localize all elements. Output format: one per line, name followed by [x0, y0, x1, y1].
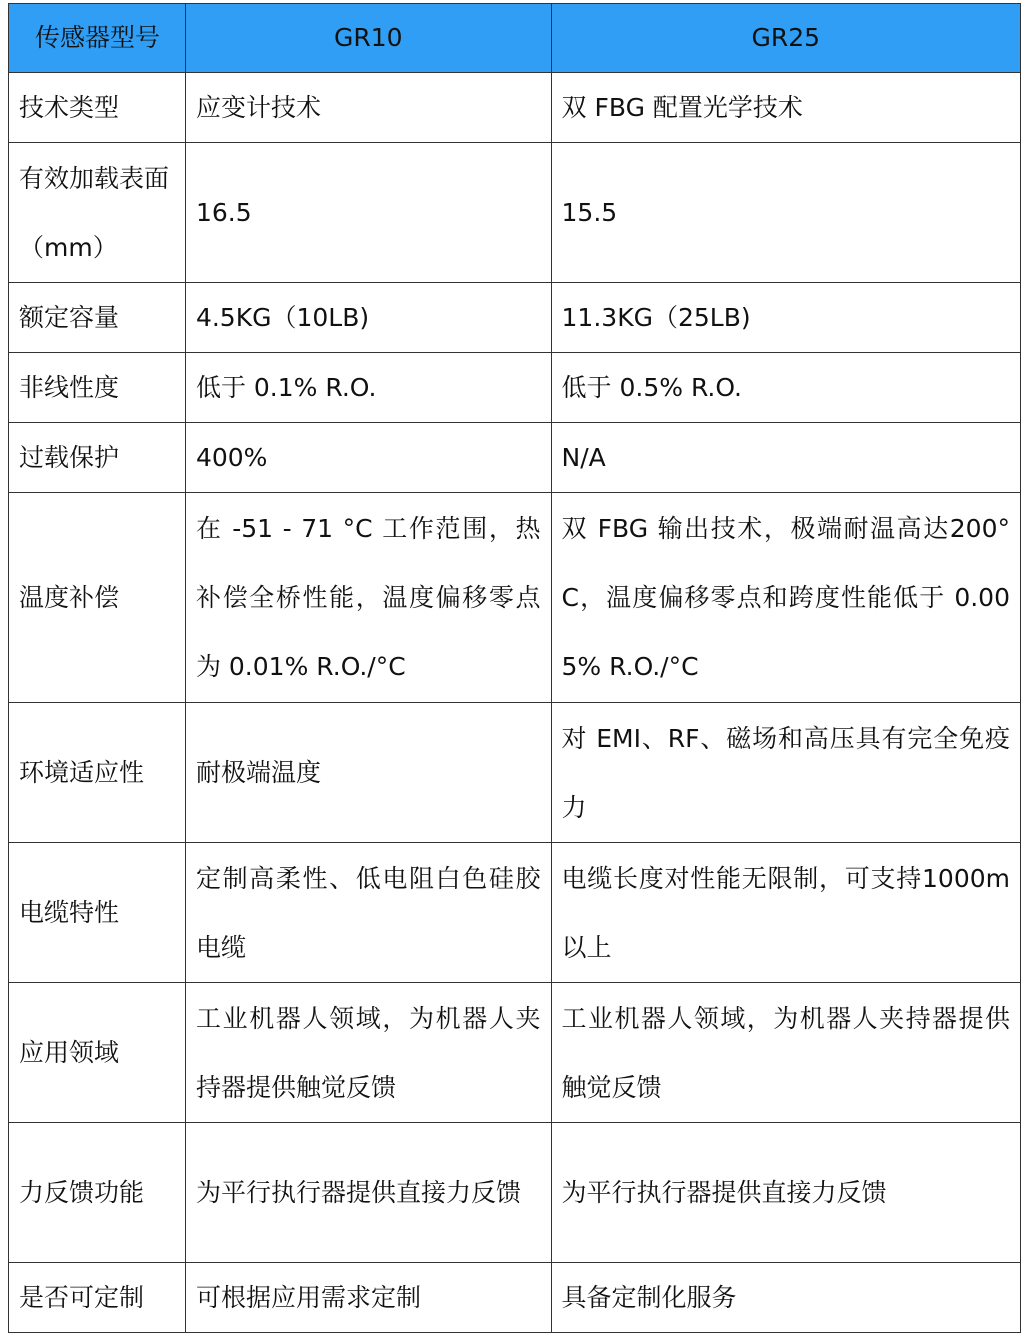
- row-label: 电缆特性: [9, 843, 186, 983]
- table-row: [9, 423, 1021, 493]
- row-label: 温度补偿: [9, 493, 186, 703]
- table-row: [9, 1123, 1021, 1263]
- table-row: [9, 703, 1021, 843]
- table-row: [9, 143, 1021, 283]
- gr25-cell: 低于 0.5% R.O.: [551, 353, 1020, 423]
- row-label: 是否可定制: [9, 1263, 186, 1333]
- header-gr25: GR25: [551, 4, 1020, 73]
- table-row: [9, 983, 1021, 1123]
- gr10-cell: 低于 0.1% R.O.: [185, 353, 551, 423]
- table-row: [9, 843, 1021, 983]
- row-label: 力反馈功能: [9, 1123, 186, 1263]
- gr10-cell: 定制高柔性、低电阻白色硅胶电缆: [185, 843, 551, 983]
- gr10-cell: 16.5: [185, 143, 551, 283]
- table-row: [9, 1263, 1021, 1333]
- gr25-cell: 对 EMI、RF、磁场和高压具有完全免疫力: [551, 703, 1020, 843]
- row-label: 过载保护: [9, 423, 186, 493]
- gr25-cell: 双 FBG 配置光学技术: [551, 73, 1020, 143]
- gr25-cell: 双 FBG 输出技术，极端耐温高达200°C，温度偏移零点和跨度性能低于 0.005% R.O./°C: [551, 493, 1020, 703]
- table-row: [9, 353, 1021, 423]
- gr10-cell: 为平行执行器提供直接力反馈: [185, 1123, 551, 1263]
- gr10-cell: 4.5KG（10LB): [185, 283, 551, 353]
- row-label: 非线性度: [9, 353, 186, 423]
- gr10-cell: 应变计技术: [185, 73, 551, 143]
- gr10-cell: 耐极端温度: [185, 703, 551, 843]
- header-model-label: 传感器型号: [9, 4, 186, 73]
- gr25-cell: 具备定制化服务: [551, 1263, 1020, 1333]
- gr25-cell: 为平行执行器提供直接力反馈: [551, 1123, 1020, 1263]
- table-header-row: [9, 4, 1021, 73]
- gr25-cell: 15.5: [551, 143, 1020, 283]
- table-row: [9, 73, 1021, 143]
- row-label: 有效加载表面（mm）: [9, 143, 186, 283]
- row-label: 环境适应性: [9, 703, 186, 843]
- gr10-cell: 可根据应用需求定制: [185, 1263, 551, 1333]
- table-row: [9, 283, 1021, 353]
- table-row: [9, 493, 1021, 703]
- row-label: 应用领域: [9, 983, 186, 1123]
- gr25-cell: 11.3KG（25LB): [551, 283, 1020, 353]
- spec-comparison-table: [8, 3, 1021, 1333]
- row-label: 技术类型: [9, 73, 186, 143]
- gr25-cell: 工业机器人领域，为机器人夹持器提供触觉反馈: [551, 983, 1020, 1123]
- gr10-cell: 400%: [185, 423, 551, 493]
- gr10-cell: 工业机器人领域，为机器人夹持器提供触觉反馈: [185, 983, 551, 1123]
- gr25-cell: 电缆长度对性能无限制，可支持1000m 以上: [551, 843, 1020, 983]
- gr10-cell: 在 -51 - 71 °C 工作范围，热补偿全桥性能，温度偏移零点为 0.01% R.O./°C: [185, 493, 551, 703]
- row-label: 额定容量: [9, 283, 186, 353]
- header-gr10: GR10: [185, 4, 551, 73]
- gr25-cell: N/A: [551, 423, 1020, 493]
